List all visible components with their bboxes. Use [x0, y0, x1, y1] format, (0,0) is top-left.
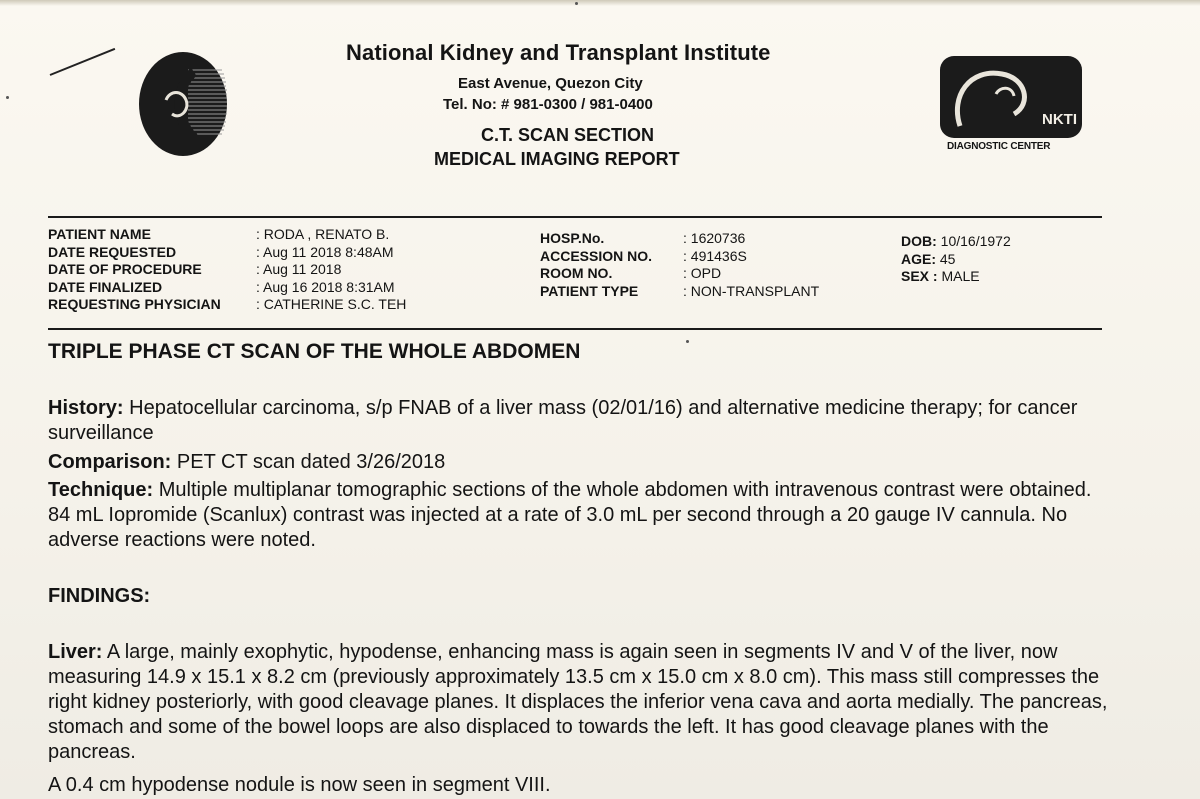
age-value: 45	[939, 250, 956, 267]
sex-label: SEX :	[901, 268, 938, 284]
label-date-of-procedure: DATE OF PROCEDURE	[48, 261, 202, 277]
patient-labels	[48, 226, 221, 314]
dob-value: 10/16/1972	[940, 233, 1011, 249]
value-accession-no: : 491436S	[683, 247, 747, 264]
label-accession-no: ACCESSION NO.	[540, 247, 653, 264]
liver-paragraph	[48, 640, 1118, 765]
age-row	[901, 251, 1011, 269]
age-label: AGE:	[901, 250, 936, 267]
nkti-logo-caption: DIAGNOSTIC CENTER	[947, 141, 1051, 152]
liver-label: Liver:	[48, 641, 103, 663]
comparison-paragraph	[48, 450, 1118, 475]
demographics	[901, 233, 1011, 286]
label-requesting-physician: REQUESTING PHYSICIAN	[48, 296, 221, 312]
value-patient-name: : RODA , RENATO B.	[256, 226, 390, 242]
institution-name: National Kidney and Transplant Institute	[346, 40, 771, 65]
technique-text: Multiple multiplanar tomographic sections of the whole abdomen with intravenous contrast were obtained. 84 mL Iopromide (Scanlux) contrast was injected at a rate of 3.0 mL per second through a 20 gauge IV cannula. No adverse reactions were noted.	[48, 479, 1092, 551]
comparison-label: Comparison:	[48, 451, 172, 473]
label-patient-type: PATIENT TYPE	[540, 282, 639, 299]
paper-speck	[686, 340, 689, 343]
pen-mark	[50, 48, 116, 76]
technique-paragraph	[48, 478, 1118, 553]
nodule-paragraph: A 0.4 cm hypodense nodule is now seen in segment VIII.	[48, 774, 551, 796]
sex-value: MALE	[941, 268, 980, 284]
label-room-no: ROOM NO.	[540, 265, 613, 281]
technique-label: Technique:	[48, 479, 154, 501]
patient-values	[256, 226, 406, 314]
value-date-finalized: : Aug 16 2018 8:31AM	[256, 278, 395, 295]
paper-speck	[575, 2, 578, 5]
paper-edge	[0, 0, 1200, 6]
history-label: History:	[48, 397, 124, 419]
nkti-logo	[940, 56, 1082, 138]
comparison-text: PET CT scan dated 3/26/2018	[176, 451, 446, 473]
hospital-values	[683, 230, 819, 300]
report-type: MEDICAL IMAGING REPORT	[434, 149, 680, 169]
divider-bottom	[48, 328, 1102, 330]
label-hosp-no: HOSP.No.	[540, 230, 605, 246]
institution-telephone: Tel. No: # 981-0300 / 981-0400	[443, 96, 653, 113]
dob-label: DOB:	[901, 233, 937, 249]
history-text: Hepatocellular carcinoma, s/p FNAB of a liver mass (02/01/16) and alternative medicine therapy; for cancer surveillance	[48, 397, 1078, 444]
label-date-finalized: DATE FINALIZED	[48, 278, 163, 295]
label-date-requested: DATE REQUESTED	[48, 243, 177, 260]
value-date-requested: : Aug 11 2018 8:48AM	[256, 243, 394, 260]
label-patient-name: PATIENT NAME	[48, 226, 151, 242]
liver-text: A large, mainly exophytic, hypodense, enhancing mass is again seen in segments IV and V of the liver, now measuring 14.9 x 15.1 x 8.2 cm (previously approximately 13.5 cm x 15.0 cm x 8.0 cm). This mass still compresses the right kidney posteriorly, with good cleavage planes. It displaces the inferior vena cava and aorta medially. The pancreas, stomach and some of the bowel loops are also displaced to towards the left. It has good cleavage planes with the pancreas.	[48, 641, 1108, 763]
value-room-no: : OPD	[683, 265, 722, 281]
findings-heading: FINDINGS:	[48, 585, 151, 607]
divider-top	[48, 216, 1102, 218]
nkti-logo-text: NKTI	[1042, 111, 1077, 128]
hospital-labels	[540, 230, 652, 300]
value-hosp-no: : 1620736	[683, 230, 746, 246]
value-requesting-physician: : CATHERINE S.C. TEH	[256, 296, 407, 312]
paper-speck	[6, 96, 9, 99]
value-patient-type: : NON-TRANSPLANT	[683, 282, 820, 299]
sex-row	[901, 268, 1011, 286]
institute-seal-logo	[136, 50, 230, 158]
exam-title: TRIPLE PHASE CT SCAN OF THE WHOLE ABDOMEN	[48, 340, 581, 363]
dob-row	[901, 233, 1011, 251]
value-date-of-procedure: : Aug 11 2018	[256, 261, 342, 277]
section-name: C.T. SCAN SECTION	[481, 125, 655, 145]
institution-address: East Avenue, Quezon City	[458, 75, 643, 92]
history-paragraph	[48, 396, 1118, 446]
